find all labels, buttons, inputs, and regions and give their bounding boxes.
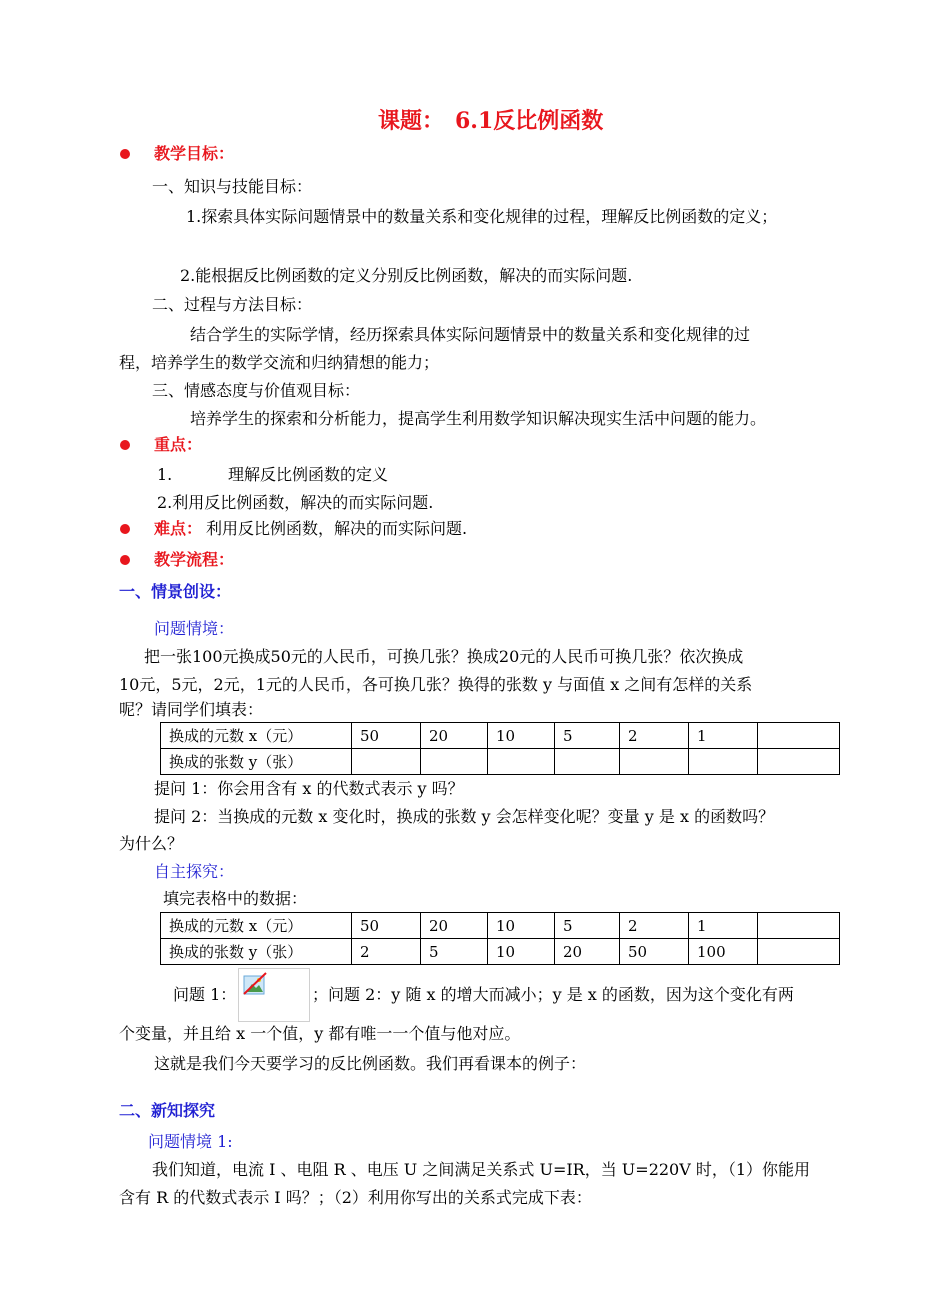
table-cell xyxy=(352,749,421,775)
table-cell xyxy=(758,723,840,749)
section1-para-line-1: 把一张100元换成50元的人民币，可换几张？换成20元的人民币可换几张？依次换成 xyxy=(144,647,744,666)
table-cell: 10 xyxy=(488,723,555,749)
table-cell: 1 xyxy=(689,723,758,749)
table-cell xyxy=(620,749,689,775)
table-cell: 2 xyxy=(620,913,689,939)
table-cell xyxy=(758,913,840,939)
knowledge-heading: 一、知识与技能目标： xyxy=(152,177,313,196)
key-point-2: 2.利用反比例函数，解决的而实际问题. xyxy=(157,493,434,512)
question-2-line-2: 为什么？ xyxy=(119,834,184,853)
section2-para-line-1: 我们知道，电流 I 、电阻 R 、电压 U 之间满足关系式 U=IR，当 U=220V 时，（1）你能用 xyxy=(152,1160,811,1179)
page-title: 课题： 6.1反比例函数 xyxy=(378,108,604,134)
table-cell xyxy=(421,749,488,775)
objectives-heading: 教学目标： xyxy=(154,144,235,163)
fill-instruction: 填完表格中的数据： xyxy=(163,889,308,908)
key-point-1-number: 1. xyxy=(157,465,173,484)
table-row xyxy=(161,723,840,749)
key-point-1-text: 理解反比例函数的定义 xyxy=(228,465,389,484)
table-cell: 5 xyxy=(555,913,620,939)
table-cell: 100 xyxy=(689,939,758,965)
table-cell xyxy=(758,749,840,775)
table-cell: 换成的元数 x（元） xyxy=(161,723,352,749)
process-line-2: 程，培养学生的数学交流和归纳猜想的能力； xyxy=(119,353,440,372)
section1-subheading: 问题情境： xyxy=(154,619,235,638)
bullet-icon xyxy=(120,555,130,565)
emotion-text: 培养学生的探索和分析能力，提高学生利用数学知识解决现实生活中问题的能力。 xyxy=(190,409,767,428)
table-cell: 10 xyxy=(488,913,555,939)
table-cell: 50 xyxy=(352,723,421,749)
bullet-icon xyxy=(120,440,130,450)
knowledge-item-2: 2.能根据反比例函数的定义分别反比例函数，解决的而实际问题. xyxy=(180,266,633,285)
table-cell: 50 xyxy=(620,939,689,965)
table-row xyxy=(161,913,840,939)
difficulty-text: 利用反比例函数，解决的而实际问题. xyxy=(206,519,468,538)
table-cell xyxy=(555,749,620,775)
question-1: 提问 1：你会用含有 x 的代数式表示 y 吗？ xyxy=(154,779,464,798)
flow-heading: 教学流程： xyxy=(154,550,235,569)
table-cell: 20 xyxy=(555,939,620,965)
table-cell: 换成的元数 x（元） xyxy=(161,913,352,939)
section1-heading: 一、情景创设： xyxy=(119,582,232,601)
key-points-heading: 重点： xyxy=(154,435,203,454)
section2-para-line-2: 含有 R 的代数式表示 I 吗？；（2）利用你写出的关系式完成下表： xyxy=(119,1188,592,1207)
exchange-table-filled xyxy=(160,912,840,965)
bullet-icon xyxy=(120,149,130,159)
section1-para-line-3: 呢？请同学们填表： xyxy=(119,700,264,719)
table-cell: 换成的张数 y（张） xyxy=(161,939,352,965)
table-cell: 1 xyxy=(689,913,758,939)
difficulty-heading: 难点： xyxy=(154,519,203,538)
knowledge-item-1: 1.探索具体实际问题情景中的数量关系和变化规律的过程，理解反比例函数的定义； xyxy=(186,207,778,226)
table-row xyxy=(161,939,840,965)
section2-heading: 二、新知探究 xyxy=(119,1101,216,1120)
table-cell: 5 xyxy=(555,723,620,749)
process-line-1: 结合学生的实际学情，经历探索具体实际问题情景中的数量关系和变化规律的过 xyxy=(190,325,751,344)
table-cell xyxy=(689,749,758,775)
table-cell xyxy=(488,749,555,775)
emotion-heading: 三、情感态度与价值观目标： xyxy=(152,381,361,400)
table-cell xyxy=(758,939,840,965)
broken-image-icon xyxy=(238,968,310,1022)
bullet-icon xyxy=(120,524,130,534)
section2-subheading: 问题情境 1: xyxy=(148,1132,233,1151)
question-2-line-1: 提问 2：当换成的元数 x 变化时，换成的张数 y 会怎样变化呢？变量 y 是 x 的函数吗？ xyxy=(154,807,775,826)
table-cell: 50 xyxy=(352,913,421,939)
table-cell: 20 xyxy=(421,913,488,939)
process-heading: 二、过程与方法目标： xyxy=(152,295,313,314)
table-cell: 5 xyxy=(421,939,488,965)
explore-heading: 自主探究： xyxy=(154,862,235,881)
exchange-table-empty xyxy=(160,722,840,775)
table-cell: 10 xyxy=(488,939,555,965)
answer-line-1: ；问题 2：y 随 x 的增大而减小；y 是 x 的函数，因为这个变化有两 xyxy=(312,985,794,1004)
answer-line-2: 个变量，并且给 x 一个值，y 都有唯一一个值与他对应。 xyxy=(119,1024,521,1043)
transition-text: 这就是我们今天要学习的反比例函数。我们再看课本的例子： xyxy=(154,1054,587,1073)
table-cell: 2 xyxy=(620,723,689,749)
table-cell: 2 xyxy=(352,939,421,965)
answer-q1-label: 问题 1： xyxy=(173,985,237,1004)
table-row xyxy=(161,749,840,775)
table-cell: 换成的张数 y（张） xyxy=(161,749,352,775)
table-cell: 20 xyxy=(421,723,488,749)
section1-para-line-2: 10元，5元，2元，1元的人民币，各可换几张？换得的张数 y 与面值 x 之间有怎样的关系 xyxy=(119,675,753,694)
